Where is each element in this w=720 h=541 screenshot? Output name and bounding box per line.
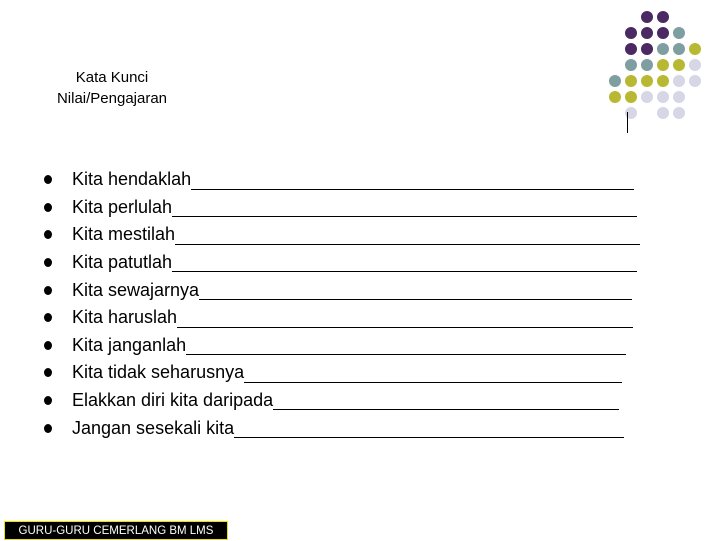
bullet-icon (44, 313, 52, 322)
list-item (42, 414, 640, 442)
decorative-dot (673, 107, 685, 119)
decorative-dot (625, 75, 637, 87)
answer-blank (244, 364, 622, 383)
list-item (42, 276, 640, 304)
list-item (42, 221, 640, 249)
decorative-dot (657, 59, 669, 71)
bullet-icon (44, 230, 52, 239)
bullet-icon (44, 341, 52, 350)
item-label: Kita mestilah (72, 224, 176, 245)
bullet-icon (44, 424, 52, 433)
answer-blank (273, 391, 619, 410)
decorative-dot (673, 59, 685, 71)
list-item (42, 194, 640, 222)
decorative-dot (641, 27, 653, 39)
decorative-dot (673, 27, 685, 39)
answer-blank (234, 419, 624, 438)
item-label: Kita janganlah (72, 334, 187, 355)
item-label: Kita sewajarnya (72, 279, 200, 300)
item-label: Kita tidak seharusnya (72, 362, 245, 383)
item-label: Kita perlulah (72, 196, 173, 217)
answer-blank (177, 309, 633, 328)
decorative-dot (625, 27, 637, 39)
item-label: Kita haruslah (72, 307, 178, 328)
decorative-dot (641, 59, 653, 71)
bullet-icon (44, 258, 52, 267)
bullet-icon (44, 396, 52, 405)
item-label: Jangan sesekali kita (72, 417, 235, 438)
list-item (42, 249, 640, 277)
title-line-2: Nilai/Pengajaran (56, 90, 168, 107)
answer-blank (199, 281, 632, 300)
decorative-dot (641, 91, 653, 103)
decorative-dot (609, 75, 621, 87)
decorative-dot (625, 43, 637, 55)
decorative-dot (689, 43, 701, 55)
bullet-icon (44, 286, 52, 295)
decorative-dot (641, 43, 653, 55)
divider-line (627, 112, 628, 133)
decorative-dot (673, 43, 685, 55)
decorative-dot (689, 75, 701, 87)
decorative-dot (657, 107, 669, 119)
decorative-dot (657, 11, 669, 23)
list-item (42, 166, 640, 194)
answer-blank (172, 253, 637, 272)
answer-blank (172, 198, 637, 217)
decorative-dot (673, 75, 685, 87)
item-label: Elakkan diri kita daripada (72, 390, 274, 411)
item-label: Kita patutlah (72, 252, 173, 273)
slide-title (22, 67, 202, 109)
answer-blank (191, 171, 634, 190)
answer-blank (175, 226, 640, 245)
decorative-dot (657, 75, 669, 87)
decorative-dot (641, 11, 653, 23)
decorative-dot (657, 27, 669, 39)
list-item (42, 332, 640, 360)
footer-label: GURU-GURU CEMERLANG BM LMS (4, 521, 228, 540)
title-line-1: Kata Kunci (75, 69, 149, 86)
decorative-dot (625, 91, 637, 103)
keyword-list (42, 166, 640, 442)
list-item (42, 387, 640, 415)
answer-blank (186, 336, 626, 355)
decorative-dot (689, 59, 701, 71)
list-item (42, 359, 640, 387)
list-item (42, 304, 640, 332)
bullet-icon (44, 175, 52, 184)
item-label: Kita hendaklah (72, 169, 192, 190)
bullet-icon (44, 368, 52, 377)
decorative-dot (625, 59, 637, 71)
decorative-dot (657, 91, 669, 103)
decorative-dot (657, 43, 669, 55)
decorative-dot (641, 75, 653, 87)
bullet-icon (44, 203, 52, 212)
decorative-dot (609, 91, 621, 103)
decorative-dot (673, 91, 685, 103)
